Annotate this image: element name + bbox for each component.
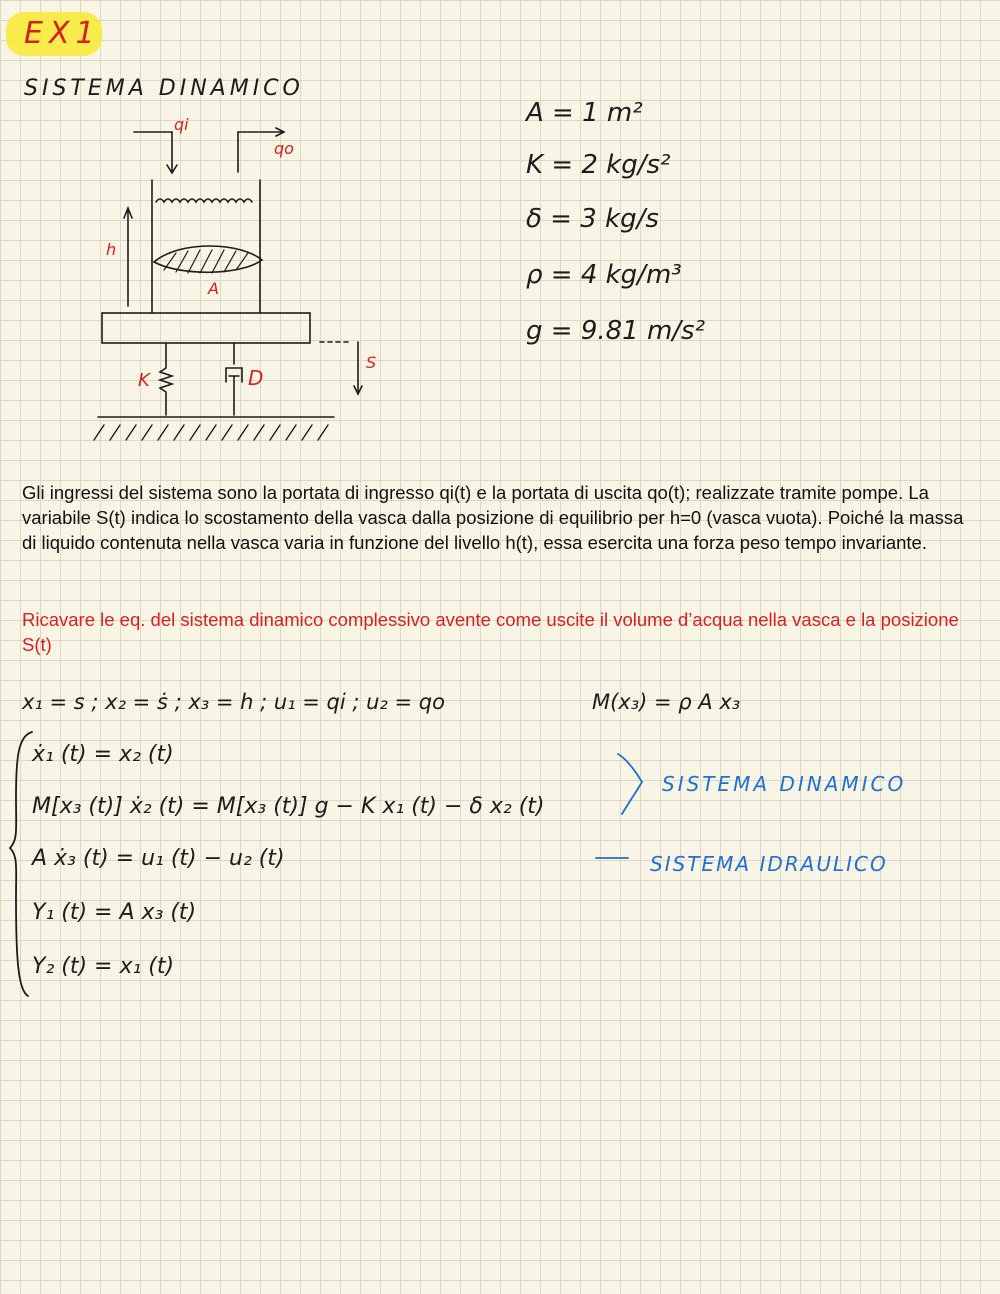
param-spring: K = 2 kg/s² [526,150,671,180]
label-qo: qo [274,139,294,158]
param-damping: δ = 3 kg/s [526,204,659,234]
param-area: A = 1 m² [526,98,643,128]
annotation-dynamic: SISTEMA DINAMICO [662,772,907,796]
problem-description: Gli ingressi del sistema sono la portata di ingresso qi(t) e la portata di uscita qo(t); realizzate tramite pompe. La variabile S(t) indica lo scostamento della vasca dalla posizione di equilibrio per h=0 (vasca vuota). Poiché la massa di liquido contenuta nella vasca varia in funzione del livello h(t), essa esercita una forza peso tempo invariante. [22,482,964,553]
inlet-pipe [134,132,172,172]
annotation-marks [590,748,650,878]
annotation-hydraulic: SISTEMA IDRAULICO [650,852,888,876]
ground-hatch [94,425,328,440]
exercise-title: EX1 [24,16,101,51]
problem-task: Ricavare le eq. del sistema dinamico complessivo avente come uscite il volume d’acqua nella vasca e la posizione S(t) [22,609,959,655]
mass-definition: M(x₃) = ρ A x₃ [592,690,741,714]
param-gravity: g = 9.81 m/s² [526,316,706,346]
param-density: ρ = 4 kg/m³ [526,260,682,290]
base-plate [102,313,310,343]
dynamic-bracket [618,754,642,814]
equation-1: ẋ₁ (t) = x₂ (t) [32,742,174,767]
label-A: A [208,279,219,298]
equation-5: Y₂ (t) = x₁ (t) [32,954,175,979]
label-D: D [248,366,264,390]
state-definitions: x₁ = s ; x₂ = ṡ ; x₃ = h ; u₁ = qi ; u₂ = qo [22,690,445,714]
liquid-surface [156,199,252,202]
system-diagram [90,110,390,450]
equation-4: Y₁ (t) = A x₃ (t) [32,900,197,925]
diagram-title: SISTEMA DINAMICO [24,76,304,101]
tank-section [154,246,262,272]
label-K: K [138,370,150,391]
label-qi: qi [174,115,189,134]
spring [160,343,172,415]
label-h: h [106,240,117,259]
label-S: S [366,353,377,372]
equation-3: A ẋ₃ (t) = u₁ (t) − u₂ (t) [32,846,285,871]
equation-2: M[x₃ (t)] ẋ₂ (t) = M[x₃ (t)] g − K x₁ (t) − δ x₂ (t) [32,794,545,819]
